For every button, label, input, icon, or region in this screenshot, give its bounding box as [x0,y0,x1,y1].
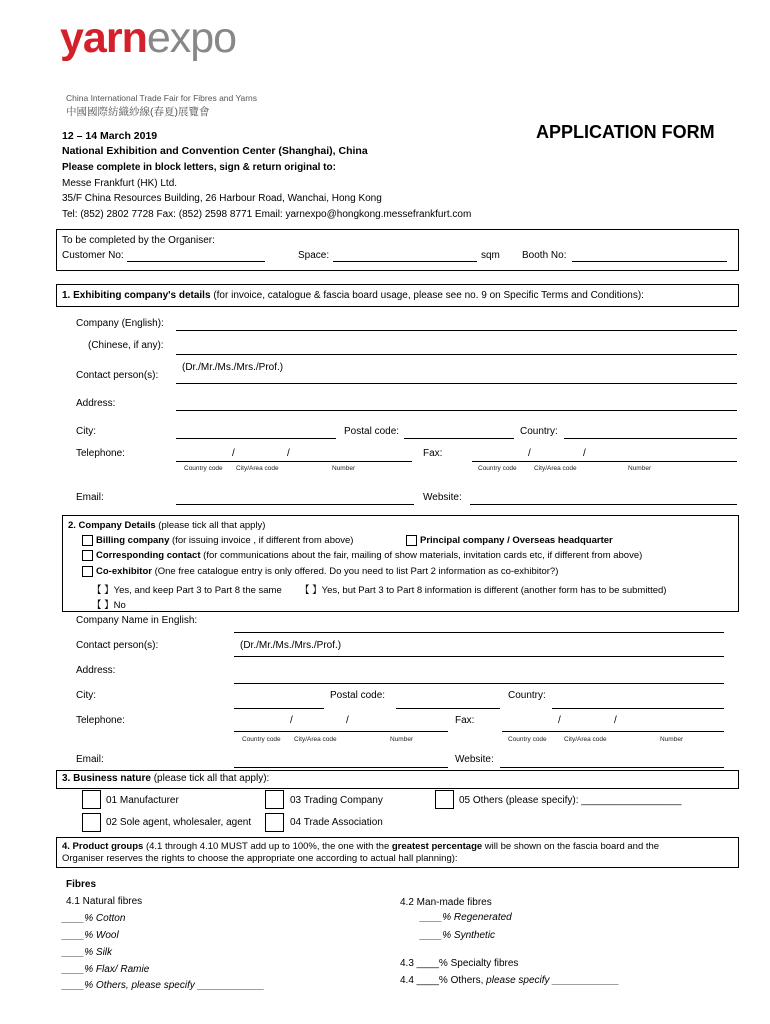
organiser-name: Messe Frankfurt (HK) Ltd. [62,178,178,189]
corresponding-label: Corresponding contact [96,550,201,561]
sqm-label: sqm [481,250,500,261]
agent-checkbox[interactable] [82,813,101,832]
s2-fax-number: Number [660,736,684,743]
s2-company-name-field[interactable] [234,632,724,633]
section2-title-note: (please tick all that apply) [158,520,266,531]
s2-email-label: Email: [76,754,104,765]
section2-title [68,520,265,531]
principal-checkbox[interactable] [406,535,417,546]
company-cn-field[interactable] [176,354,737,355]
event-dates: 12 – 14 March 2019 [62,130,158,142]
tel-country-code: Country code [184,465,223,472]
coexhibitor-note: (One free catalogue entry is only offered. Do you need to list Part 2 information as co-exhibitor?) [154,566,559,577]
s2-fax-field[interactable] [502,731,724,732]
s2-fax-slash-1: / [558,715,561,726]
others-manmade-prefix: 4.4 ____% Others, [400,975,487,986]
section4-line1 [62,841,659,852]
postal-label: Postal code: [344,426,400,437]
others-checkbox[interactable] [435,790,454,809]
section4-note-bold: greatest percentage [391,841,483,852]
section3-title-note: (please tick all that apply): [153,773,270,784]
country-label: Country: [520,426,558,437]
option-no[interactable]: 【 】No [92,600,126,611]
s2-fax-label: Fax: [455,715,475,726]
s2-email-field[interactable] [234,767,448,768]
s2-postal-field[interactable] [396,708,500,709]
telephone-slash-1: / [232,448,235,459]
coexhibitor-checkbox[interactable] [82,566,93,577]
others-label: 05 Others (please specify): __________________ [459,795,682,806]
telephone-field[interactable] [176,461,412,462]
s2-address-field[interactable] [234,683,724,684]
others-manmade-suffix: please specify ____________ [486,975,620,986]
s2-website-label: Website: [455,754,494,765]
country-field[interactable] [564,438,737,439]
billing-checkbox[interactable] [82,535,93,546]
tel-number: Number [332,465,356,472]
billing-label: Billing company [96,535,170,546]
city-field[interactable] [176,438,336,439]
option-yes-same[interactable]: 【 】Yes, and keep Part 3 to Part 8 the same [92,585,282,596]
organiser-address: 35/F China Resources Building, 26 Harbour Road, Wanchai, Hong Kong [62,193,382,204]
address-label: Address: [76,398,116,409]
s2-title-hint: (Dr./Mr./Ms./Mrs./Prof.) [240,640,342,651]
corresponding-option [96,550,642,561]
principal-label: Principal company / Overseas headquarter [420,535,613,546]
s2-contact-label: Contact person(s): [76,640,159,651]
s2-company-name-label: Company Name in English: [76,615,198,626]
section4-line2: Organiser reserves the rights to choose the appropriate one according to actual hall planning): [62,853,458,864]
section3-title [62,773,269,784]
email-field[interactable] [176,504,414,505]
s2-city-field[interactable] [234,708,324,709]
organiser-box-title: To be completed by the Organiser: [62,235,215,246]
association-label: 04 Trade Association [290,817,383,828]
s2-fax-area-code: City/Area code [564,736,607,743]
corresponding-note: (for communications about the fair, mailing of show materials, invitation cards etc, if different from above) [203,550,643,561]
wool-field[interactable]: ____% Wool [62,930,119,941]
contact-title-hint: (Dr./Mr./Ms./Mrs./Prof.) [182,362,284,373]
fax-label: Fax: [423,448,443,459]
space-field[interactable] [333,261,477,262]
s2-address-label: Address: [76,665,116,676]
contact-label: Contact person(s): [76,370,159,381]
s2-tel-number: Number [390,736,414,743]
section3-title-bold: 3. Business nature [62,773,151,784]
logo-subtitle-cn: 中國國際紡織紗線(春夏)展覽會 [66,106,210,118]
company-en-field[interactable] [176,330,737,331]
fax-country-code: Country code [478,465,517,472]
return-instruction: Please complete in block letters, sign & return original to: [62,162,336,173]
s2-country-field[interactable] [552,708,724,709]
coexhibitor-label: Co-exhibitor [96,566,152,577]
coexhibitor-option [96,566,558,577]
s2-contact-field[interactable] [234,656,724,657]
s2-country-label: Country: [508,690,546,701]
logo-brand-light: expo [146,14,237,62]
fax-number: Number [628,465,652,472]
manufacturer-label: 01 Manufacturer [106,795,179,806]
logo [60,14,236,63]
fax-slash-1: / [528,448,531,459]
logo-subtitle-en: China International Trade Fair for Fibres and Yarns [66,93,258,103]
billing-option [96,535,353,546]
association-checkbox[interactable] [265,813,284,832]
others-natural-field[interactable]: ____% Others, please specify ____________ [62,980,265,991]
manmade-fibres-label: 4.2 Man-made fibres [400,897,492,908]
section1-title [62,290,644,301]
section4-note-c: will be shown on the fascia board and the [482,841,660,852]
flax-field[interactable]: ____% Flax/ Ramie [62,964,150,975]
company-en-label: Company (English): [76,318,164,329]
section4-title: 4. Product groups [62,841,144,852]
email-label: Email: [76,492,104,503]
cotton-field[interactable]: ____% Cotton [62,913,126,924]
fax-field[interactable] [472,461,737,462]
fax-slash-2: / [583,448,586,459]
synthetic-field[interactable]: ____% Synthetic [420,930,496,941]
s2-tel-slash-1: / [290,715,293,726]
space-label: Space: [298,250,330,261]
website-field[interactable] [470,504,737,505]
customer-no-label: Customer No: [62,250,124,261]
address-field[interactable] [176,410,737,411]
natural-fibres-label: 4.1 Natural fibres [66,896,143,907]
telephone-slash-2: / [287,448,290,459]
silk-field[interactable]: ____% Silk [62,947,113,958]
s2-fax-country-code: Country code [508,736,547,743]
booth-no-field[interactable] [572,261,727,262]
s2-tel-slash-2: / [346,715,349,726]
customer-no-field[interactable] [127,261,265,262]
regenerated-field[interactable]: ____% Regenerated [420,912,512,923]
s2-postal-label: Postal code: [330,690,386,701]
organiser-contact: Tel: (852) 2802 7728 Fax: (852) 2598 8771 Email: yarnexpo@hongkong.messefrankfurt.com [62,209,472,220]
event-venue: National Exhibition and Convention Center (Shanghai), China [62,145,368,157]
s2-fax-slash-2: / [614,715,617,726]
agent-label: 02 Sole agent, wholesaler, agent [106,817,252,828]
trading-label: 03 Trading Company [290,795,383,806]
logo-brand-bold: yarn [60,14,147,62]
contact-field[interactable] [176,383,737,384]
trading-checkbox[interactable] [265,790,284,809]
telephone-label: Telephone: [76,448,125,459]
manufacturer-checkbox[interactable] [82,790,101,809]
website-label: Website: [423,492,462,503]
postal-field[interactable] [404,438,514,439]
others-manmade-field[interactable] [400,975,619,986]
company-cn-label: (Chinese, if any): [88,340,164,351]
s2-telephone-label: Telephone: [76,715,125,726]
specialty-field[interactable]: 4.3 ____% Specialty fibres [400,958,519,969]
s2-tel-country-code: Country code [242,736,281,743]
s2-city-label: City: [76,690,96,701]
city-label: City: [76,426,96,437]
section4-note-a: (4.1 through 4.10 MUST add up to 100%, the one with the [145,841,392,852]
corresponding-checkbox[interactable] [82,550,93,561]
fax-area-code: City/Area code [534,465,577,472]
section1-title-note: (for invoice, catalogue & fascia board usage, please see no. 9 on Specific Terms and Conditions): [213,290,644,301]
tel-area-code: City/Area code [236,465,279,472]
s2-website-field[interactable] [500,767,724,768]
section2-title-bold: 2. Company Details [68,520,156,531]
booth-no-label: Booth No: [522,250,567,261]
billing-note: (for issuing invoice , if different from above) [172,535,354,546]
section1-title-bold: 1. Exhibiting company's details [62,290,211,301]
option-yes-different[interactable]: 【 】Yes, but Part 3 to Part 8 information is different (another form has to be submitted) [300,585,667,596]
fibres-heading: Fibres [66,879,97,890]
s2-tel-area-code: City/Area code [294,736,337,743]
s2-telephone-field[interactable] [234,731,448,732]
form-title: APPLICATION FORM [536,122,715,142]
